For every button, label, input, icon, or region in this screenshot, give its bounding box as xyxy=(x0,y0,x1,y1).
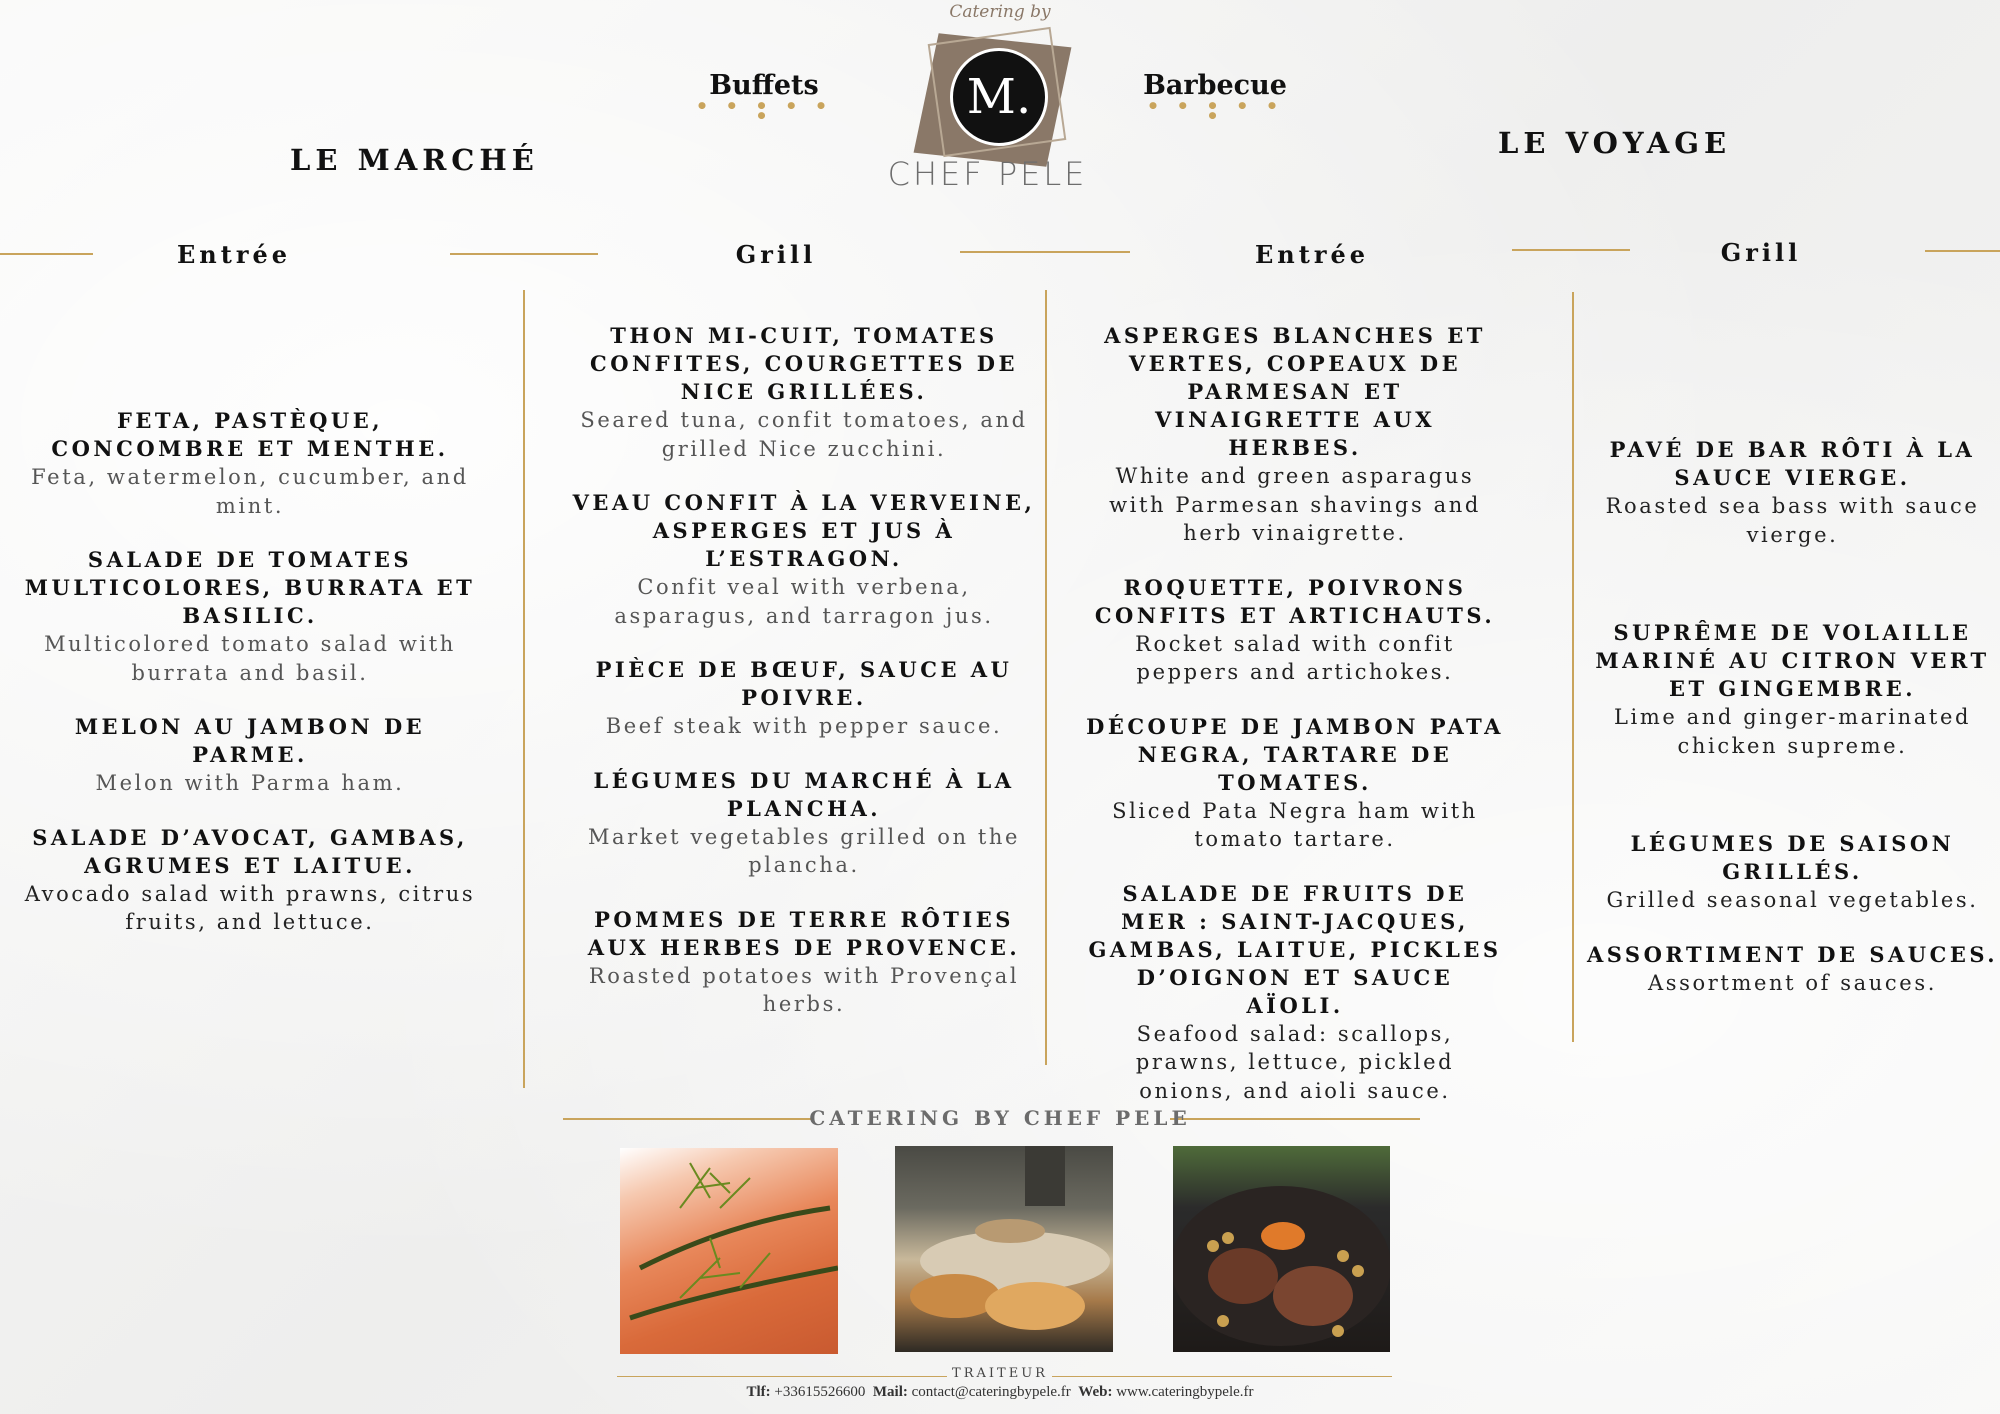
footer-brand: CATERING BY CHEF PELE xyxy=(809,1106,1191,1130)
column-separator xyxy=(1572,292,1574,1042)
dish-item xyxy=(1585,941,2000,998)
dish-item xyxy=(565,906,1043,1019)
salmon-photo xyxy=(620,1148,838,1354)
dish-name-fr: LÉGUMES DU MARCHÉ À LA PLANCHA. xyxy=(593,767,1015,821)
divider-line xyxy=(0,253,93,255)
footer-contact xyxy=(0,1384,2000,1401)
column-title-entree-right: Entrée xyxy=(1254,240,1369,269)
tab-dots: • • • • • • xyxy=(695,94,833,128)
dish-item xyxy=(1085,322,1505,548)
dish-name-en: Melon with Parma ham. xyxy=(95,771,405,795)
dish-name-fr: ASPERGES BLANCHES ET VERTES, COPEAUX DE PARMESAN ET VINAIGRETTE AUX HERBES. xyxy=(1104,323,1486,460)
logo-script: Catering by xyxy=(949,2,1051,22)
buffet-photo-art xyxy=(895,1146,1113,1352)
divider-line xyxy=(1512,249,1630,251)
web-address: www.cateringbypele.fr xyxy=(1116,1384,1254,1400)
dish-name-fr: PAVÉ DE BAR RÔTI À LA SAUCE VIERGE. xyxy=(1609,437,1976,490)
dish-name-en: Roasted sea bass with sauce vierge. xyxy=(1605,494,1980,547)
dish-item xyxy=(15,824,485,937)
divider-line xyxy=(1925,250,2000,252)
dish-item xyxy=(15,713,485,798)
tab-buffets xyxy=(690,70,838,128)
dish-name-en: Multicolored tomato salad with burrata and basil. xyxy=(44,632,456,685)
dish-name-fr: SALADE DE TOMATES MULTICOLORES, BURRATA ET BASILIC. xyxy=(24,547,476,628)
dish-item xyxy=(1085,574,1505,687)
dish-name-fr: LÉGUMES DE SAISON GRILLÉS. xyxy=(1630,831,1955,884)
buffet-photo xyxy=(895,1146,1113,1352)
dish-name-en: Sliced Pata Negra ham with tomato tartare. xyxy=(1112,798,1478,851)
dish-item xyxy=(1085,713,1505,854)
dish-item xyxy=(565,322,1043,463)
dish-name-en: Seared tuna, confit tomatoes, and grilled Nice zucchini. xyxy=(580,408,1028,461)
salmon-photo-art xyxy=(620,1148,838,1354)
dish-name-en: Grilled seasonal vegetables. xyxy=(1606,888,1979,912)
dish-name-fr: PIÈCE DE BŒUF, SAUCE AU POIVRE. xyxy=(595,657,1013,710)
footer-traiteur: TRAITEUR xyxy=(952,1366,1048,1381)
dish-item xyxy=(1085,880,1505,1106)
column-separator xyxy=(523,290,525,1088)
dish-name-en: Seafood salad: scallops, prawns, lettuce, pickled onions, and aioli sauce. xyxy=(1135,1021,1455,1103)
dish-name-en: Avocado salad with prawns, citrus fruits, and lettuce. xyxy=(24,881,476,934)
column-title-grill-left: Grill xyxy=(735,240,817,269)
web-label: Web: xyxy=(1078,1384,1113,1400)
menu-column-marche-grill xyxy=(565,322,1043,1045)
phone-number: +33615526600 xyxy=(774,1384,866,1400)
divider-line xyxy=(960,251,1130,253)
dish-name-fr: POMMES DE TERRE RÔTIES AUX HERBES DE PROVENCE. xyxy=(587,906,1021,960)
logo-name: CHEF PELE xyxy=(887,155,1088,193)
barbecue-grill-photo xyxy=(1173,1146,1390,1352)
barbecue-grill-art xyxy=(1173,1146,1390,1352)
dish-name-en: Rocket salad with confit peppers and artichokes. xyxy=(1135,631,1455,684)
dish-name-en: Assortment of sauces. xyxy=(1648,970,1937,995)
logo-monogram: M. xyxy=(950,48,1048,146)
dish-name-fr: SUPRÊME DE VOLAILLE MARINÉ AU CITRON VERT ET GINGEMBRE. xyxy=(1595,620,1990,701)
dish-name-fr: SALADE D’AVOCAT, GAMBAS, AGRUMES ET LAITUE. xyxy=(32,824,468,878)
menu-column-marche-entree xyxy=(15,407,485,963)
dish-item xyxy=(15,407,485,520)
column-title-entree-left: Entrée xyxy=(176,240,291,269)
dish-name-fr: SALADE DE FRUITS DE MER : SAINT-JACQUES, GAMBAS, LAITUE, PICKLES D’OIGNON ET SAUCE AÏOLI. xyxy=(1088,880,1502,1018)
tab-barbecue-label: Barbecue xyxy=(1143,70,1287,101)
dish-item xyxy=(565,656,1043,741)
menu-column-voyage-entree xyxy=(1085,322,1505,1131)
tab-barbecue xyxy=(1135,70,1295,128)
dish-name-en: White and green asparagus with Parmesan shavings and herb vinaigrette. xyxy=(1109,464,1481,545)
dish-name-en: Market vegetables grilled on the plancha. xyxy=(587,824,1021,877)
dish-name-fr: MELON AU JAMBON DE PARME. xyxy=(74,714,426,767)
menu-title-right: LE VOYAGE xyxy=(1498,126,1732,160)
mail-address: contact@cateringbypele.fr xyxy=(911,1384,1071,1400)
menu-column-voyage-grill xyxy=(1585,436,2000,1023)
dish-item xyxy=(565,767,1043,880)
dish-item xyxy=(1585,436,2000,549)
dish-name-fr: FETA, PASTÈQUE, CONCOMBRE ET MENTHE. xyxy=(51,408,449,461)
dish-item xyxy=(565,489,1043,630)
dish-name-en: Feta, watermelon, cucumber, and mint. xyxy=(31,465,469,518)
dish-name-en: Beef steak with pepper sauce. xyxy=(605,714,1003,738)
column-title-grill-right: Grill xyxy=(1720,238,1802,267)
dish-name-en: Lime and ginger-marinated chicken supreme. xyxy=(1613,705,1972,758)
dish-item xyxy=(1585,619,2000,760)
menu-title-left: LE MARCHÉ xyxy=(290,143,539,177)
dish-item xyxy=(15,546,485,687)
dish-name-fr: ROQUETTE, POIVRONS CONFITS ET ARTICHAUTS. xyxy=(1094,574,1496,628)
dish-item xyxy=(1585,830,2000,915)
divider-line xyxy=(450,253,598,255)
dish-name-en: Roasted potatoes with Provençal herbs. xyxy=(588,963,1020,1016)
dish-name-fr: THON MI-CUIT, TOMATES CONFITES, COURGETTES DE NICE GRILLÉES. xyxy=(589,323,1019,404)
dish-name-fr: VEAU CONFIT À LA VERVEINE, ASPERGES ET JUS À L’ESTRAGON. xyxy=(572,490,1036,571)
mail-label: Mail: xyxy=(872,1384,908,1400)
tab-dots: • • • • • • xyxy=(1146,94,1284,128)
dish-name-fr: DÉCOUPE DE JAMBON PATA NEGRA, TARTARE DE TOMATES. xyxy=(1086,713,1504,795)
phone-label: Tlf: xyxy=(746,1384,771,1400)
dish-name-en: Confit veal with verbena, asparagus, and tarragon jus. xyxy=(614,575,994,628)
column-separator xyxy=(1045,290,1047,1065)
dish-name-fr: ASSORTIMENT DE SAUCES. xyxy=(1586,941,1999,967)
tab-buffets-label: Buffets xyxy=(709,70,819,101)
